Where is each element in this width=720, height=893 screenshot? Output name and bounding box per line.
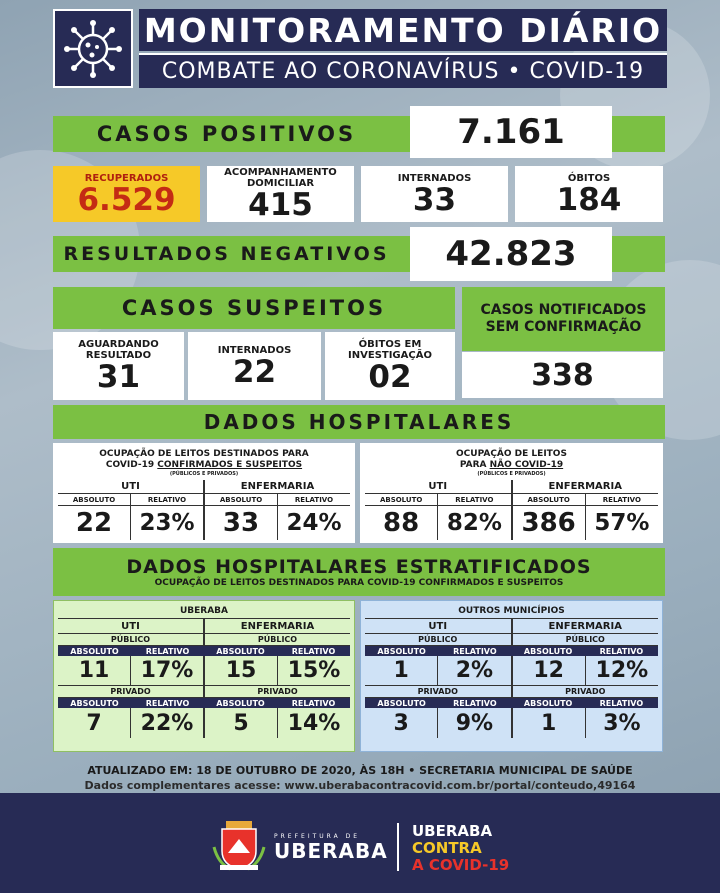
page-title: MONITORAMENTO DIÁRIO (139, 9, 667, 51)
hosp-naocovid-uti-abs: 88 (365, 506, 438, 540)
hosp-naocovid-enf-abs: 386 (513, 506, 586, 540)
uberaba-priv-enf-lbl: PRIVADO (205, 686, 350, 698)
uberaba-pub-uti-rel: 17% (131, 656, 205, 686)
slogan-line3: A COVID-19 (412, 856, 510, 874)
outros-pub-enf-lbl: PÚBLICO (513, 634, 659, 646)
notificados-label: CASOS NOTIFICADOS SEM CONFIRMAÇÃO (462, 287, 665, 351)
estrat-header (53, 548, 665, 596)
hosp-covid-title-b: COVID-19 (105, 460, 158, 470)
acompanhamento-label: ACOMPANHAMENTO DOMICILIAR (224, 167, 337, 189)
obitos-inv-box (325, 332, 455, 400)
hosp-naocovid-note: (PÚBLICOS E PRIVADOS) (477, 471, 546, 477)
hosp-naocovid-enf-abs-lbl: ABSOLUTO (513, 494, 586, 506)
uberaba-pub-rel1: RELATIVO (145, 646, 190, 656)
hosp-naocovid-grid (365, 480, 658, 540)
hosp-covid-enf-abs: 33 (205, 506, 278, 540)
outros-pub-enf-rel: 12% (586, 656, 658, 686)
susp-internados-label: INTERNADOS (217, 344, 292, 356)
hosp-title: DADOS HOSPITALARES (53, 405, 665, 439)
uberaba-uti-header: UTI (58, 619, 205, 634)
uberaba-pub-enf-abs: 15 (205, 656, 278, 686)
outros-priv-abs2: ABSOLUTO (523, 698, 573, 708)
hosp-naocovid-heading (365, 446, 658, 480)
uberaba-pub-abs2: ABSOLUTO (216, 646, 265, 656)
uberaba-priv-uti-rel: 22% (131, 708, 205, 738)
estrat-subtitle: OCUPAÇÃO DE LEITOS DESTINADOS PARA COVID-19 CONFIRMADOS E SUSPEITOS (154, 578, 564, 588)
obitos-inv-label: ÓBITOS EM INVESTIGAÇÃO (348, 339, 432, 361)
outros-uti-header: UTI (365, 619, 513, 634)
uberaba-priv-uti-lbl: PRIVADO (58, 686, 205, 698)
susp-internados-box (188, 332, 321, 400)
hosp-covid-enf-header: ENFERMARIA (205, 480, 350, 494)
hosp-naocovid-uti-rel: 82% (438, 506, 512, 540)
positivos-value: 7.161 (410, 106, 612, 158)
hosp-naocovid-enf-header: ENFERMARIA (513, 480, 659, 494)
hosp-covid-note: (PÚBLICOS E PRIVADOS) (169, 471, 239, 477)
prefeitura-label: PREFEITURA DE (274, 833, 360, 840)
slogan-line2: CONTRA (412, 839, 482, 857)
hosp-covid-uti-rel-lbl: RELATIVO (131, 494, 205, 506)
uberaba-pub-uti-abs: 11 (58, 656, 131, 686)
outros-priv-rel2: RELATIVO (599, 698, 644, 708)
outros-pub-rel1: RELATIVO (453, 646, 497, 656)
hosp-covid-heading (58, 446, 350, 480)
virus-icon (61, 17, 125, 81)
update-line: ATUALIZADO EM: 18 DE OUTUBRO DE 2020, ÀS 18H • SECRETARIA MUNICIPAL DE SAÚDE (87, 763, 633, 777)
hosp-covid-title-a: OCUPAÇÃO DE LEITOS DESTINADOS PARA (99, 449, 309, 459)
outros-pub-enf-abs: 12 (513, 656, 586, 686)
outros-priv-rel1: RELATIVO (453, 698, 497, 708)
page-subtitle: COMBATE AO CORONAVÍRUS • COVID-19 (139, 53, 667, 88)
hosp-naocovid-title-c: NÃO COVID-19 (489, 460, 564, 470)
footer (0, 793, 720, 893)
uberaba-priv-rel2: RELATIVO (291, 698, 336, 708)
negativos-value: 42.823 (410, 227, 612, 281)
hosp-naocovid-enf-rel: 57% (594, 510, 650, 536)
hosp-covid-panel (53, 443, 355, 543)
negativos-label: RESULTADOS NEGATIVOS (53, 236, 665, 272)
recuperados-label: RECUPERADOS (84, 172, 169, 184)
slogan-line1: UBERABA (412, 822, 493, 840)
internados-label: INTERNADOS (397, 172, 472, 184)
obitos-box (515, 166, 663, 222)
susp-internados-value: 22 (232, 353, 277, 390)
hosp-naocovid-enf-rel-lbl: RELATIVO (586, 494, 658, 506)
acompanhamento-value: 415 (248, 187, 313, 223)
internados-value: 33 (412, 181, 457, 218)
outros-priv-uti-abs: 3 (365, 708, 438, 738)
virus-logo (53, 9, 133, 88)
uberaba-priv-abs2: ABSOLUTO (216, 698, 265, 708)
hosp-covid-uti-abs: 22 (58, 506, 131, 540)
internados-box (361, 166, 508, 222)
outros-priv-uti-lbl: PRIVADO (365, 686, 513, 698)
outros-priv-enf-rel: 3% (603, 710, 641, 736)
hosp-naocovid-title-b: PARA (459, 460, 490, 470)
uberaba-priv-enf-abs: 5 (205, 708, 278, 738)
hosp-naocovid-uti-rel-lbl: RELATIVO (438, 494, 512, 506)
positivos-label: CASOS POSITIVOS (53, 116, 665, 152)
hosp-covid-uti-rel: 23% (131, 506, 205, 540)
suspeitos-label: CASOS SUSPEITOS (53, 287, 455, 329)
hosp-covid-title-line2 (106, 460, 302, 471)
obitos-inv-value: 02 (368, 359, 412, 395)
uberaba-panel (53, 600, 355, 752)
hosp-covid-enf-rel: 24% (286, 510, 342, 536)
uberaba-priv-enf-rel: 14% (287, 710, 341, 736)
aguardando-value: 31 (96, 359, 141, 395)
crest-icon (212, 819, 266, 873)
uberaba-pub-enf-rel: 15% (278, 656, 350, 686)
outros-title: OUTROS MUNICÍPIOS (365, 603, 658, 619)
hosp-covid-uti-header: UTI (58, 480, 205, 494)
outros-pub-uti-abs: 1 (365, 656, 438, 686)
outros-pub-abs2: ABSOLUTO (523, 646, 573, 656)
obitos-value: 184 (556, 181, 622, 218)
uberaba-priv-rel1: RELATIVO (145, 698, 190, 708)
hosp-covid-enf-rel-lbl: RELATIVO (278, 494, 350, 506)
estrat-title: DADOS HOSPITALARES ESTRATIFICADOS (126, 556, 592, 578)
update-link[interactable]: Dados complementares acesse: www.uberabacontracovid.com.br/portal/conteudo,49164 (84, 778, 636, 792)
hosp-naocovid-title-line2 (460, 460, 563, 471)
hosp-naocovid-uti-header: UTI (365, 480, 513, 494)
obitos-label: ÓBITOS (567, 172, 611, 184)
footer-divider (397, 823, 399, 871)
uberaba-pub-abs1: ABSOLUTO (70, 646, 119, 656)
uberaba-pub-rel2: RELATIVO (291, 646, 336, 656)
outros-priv-enf-abs: 1 (513, 708, 586, 738)
recuperados-box (53, 166, 200, 222)
outros-pub-rel2: RELATIVO (599, 646, 644, 656)
outros-priv-abs1: ABSOLUTO (377, 698, 426, 708)
hosp-covid-enf-abs-lbl: ABSOLUTO (205, 494, 278, 506)
outros-enf-header: ENFERMARIA (513, 619, 659, 634)
uberaba-priv-uti-abs: 7 (58, 708, 131, 738)
outros-pub-uti-lbl: PÚBLICO (365, 634, 513, 646)
hosp-covid-uti-abs-lbl: ABSOLUTO (58, 494, 131, 506)
aguardando-label: AGUARDANDO RESULTADO (78, 339, 159, 361)
city-crest-icon (212, 819, 266, 873)
recuperados-value: 6.529 (77, 181, 176, 218)
hosp-naocovid-uti-abs-lbl: ABSOLUTO (365, 494, 438, 506)
outros-pub-abs1: ABSOLUTO (377, 646, 426, 656)
hosp-covid-title-c: CONFIRMADOS E SUSPEITOS (157, 460, 303, 470)
uberaba-title: UBERABA (58, 603, 350, 619)
hosp-naocovid-title-a: OCUPAÇÃO DE LEITOS (456, 449, 567, 459)
outros-priv-uti-rel: 9% (438, 708, 512, 738)
notificados-value: 338 (462, 352, 663, 398)
hosp-naocovid-panel (360, 443, 663, 543)
uberaba-pub-enf-lbl: PÚBLICO (205, 634, 350, 646)
prefeitura-brand (274, 833, 388, 863)
outros-panel (360, 600, 663, 752)
uberaba-enf-header: ENFERMARIA (205, 619, 350, 634)
uberaba-priv-abs1: ABSOLUTO (70, 698, 119, 708)
hosp-covid-grid (58, 480, 350, 540)
prefeitura-city: UBERABA (274, 839, 388, 863)
slogan (412, 823, 552, 874)
outros-priv-enf-lbl: PRIVADO (513, 686, 659, 698)
outros-pub-uti-rel: 2% (438, 656, 512, 686)
uberaba-pub-uti-lbl: PÚBLICO (58, 634, 205, 646)
acompanhamento-box (207, 166, 354, 222)
aguardando-box (53, 332, 184, 400)
